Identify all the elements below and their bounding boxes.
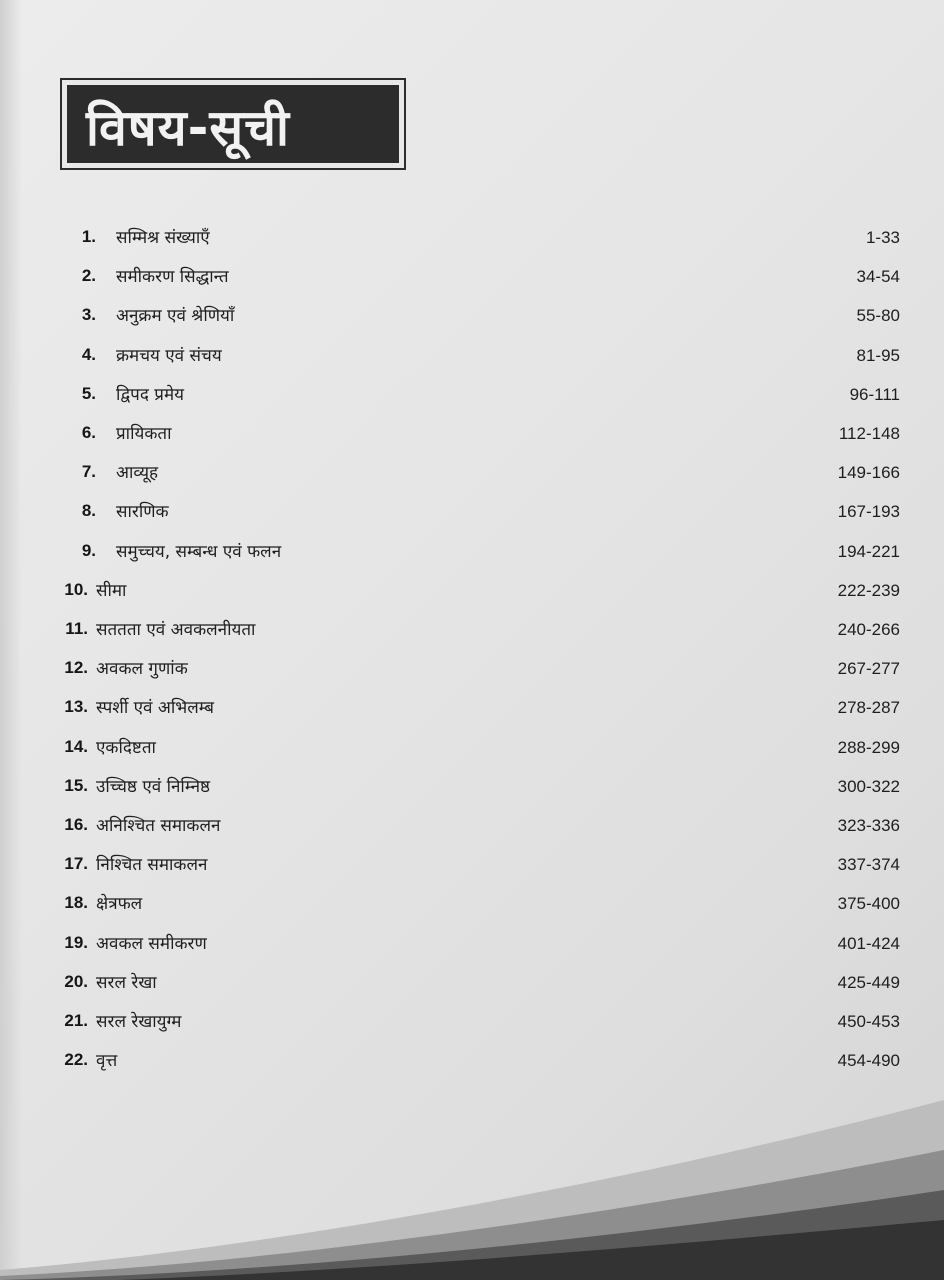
toc-entry	[0, 884, 944, 918]
chapter-page-range: 288-299	[837, 737, 900, 757]
toc-entry	[0, 414, 944, 448]
chapter-page-range: 112-148	[838, 424, 900, 443]
toc-entry	[0, 610, 944, 644]
toc-entry	[0, 767, 944, 801]
chapter-title: स्पर्शी एवं अभिलम्ब	[96, 698, 214, 719]
chapter-title: अवकल गुणांक	[96, 659, 188, 680]
toc-entry	[0, 963, 944, 997]
chapter-number: 2.	[81, 266, 96, 286]
toc-entry	[0, 806, 944, 840]
chapter-page-range: 450-453	[837, 1012, 900, 1031]
chapter-title: सम्मिश्र संख्याएँ	[116, 228, 210, 248]
toc-entry	[0, 375, 944, 409]
chapter-page-range: 167-193	[837, 502, 900, 522]
chapter-number: 18.	[64, 893, 88, 913]
chapter-title: प्रायिकता	[116, 424, 172, 444]
chapter-title: सारणिक	[116, 502, 169, 523]
chapter-title: एकदिष्टता	[96, 737, 156, 758]
page-title: विषय-सूची	[86, 99, 290, 157]
chapter-number: 15.	[64, 775, 88, 795]
chapter-number: 3.	[81, 305, 96, 325]
toc-entry	[0, 1002, 944, 1036]
toc-entry	[0, 532, 944, 566]
chapter-number: 8.	[81, 501, 96, 521]
chapter-page-range: 149-166	[837, 463, 900, 483]
toc-entry	[0, 728, 944, 762]
chapter-title: क्षेत्रफल	[96, 894, 143, 915]
toc-entry	[0, 571, 944, 605]
chapter-title: वृत्त	[96, 1051, 118, 1072]
chapter-page-range: 240-266	[837, 620, 900, 639]
chapter-number: 5.	[81, 383, 96, 403]
chapter-title: समुच्चय, सम्बन्ध एवं फलन	[116, 541, 282, 562]
chapter-title: समीकरण सिद्धान्त	[116, 267, 229, 288]
toc-entry	[0, 845, 944, 879]
toc-entry	[0, 257, 944, 291]
toc-entry	[0, 1041, 944, 1075]
page-curl-decoration	[0, 1080, 944, 1280]
chapter-page-range: 337-374	[837, 855, 900, 875]
chapter-title: निश्चित समाकलन	[96, 855, 208, 876]
toc-entry	[0, 492, 944, 526]
chapter-page-range: 1-33	[865, 228, 900, 247]
chapter-number: 21.	[64, 1011, 88, 1030]
chapter-title: सततता एवं अवकलनीयता	[96, 620, 256, 640]
chapter-number: 4.	[81, 344, 96, 364]
toc-entry	[0, 336, 944, 370]
chapter-number: 9.	[81, 540, 96, 560]
chapter-page-range: 267-277	[837, 659, 900, 679]
toc-entry	[0, 649, 944, 683]
chapter-page-range: 425-449	[837, 972, 900, 992]
chapter-page-range: 454-490	[837, 1051, 900, 1071]
chapter-number: 17.	[64, 854, 88, 874]
chapter-title: अनुक्रम एवं श्रेणियाँ	[116, 306, 235, 327]
chapter-number: 1.	[81, 227, 96, 246]
chapter-page-range: 323-336	[837, 816, 900, 835]
chapter-number: 11.	[65, 619, 88, 638]
chapter-title: द्विपद प्रमेय	[116, 384, 184, 405]
chapter-number: 20.	[64, 971, 88, 991]
toc-entry	[0, 688, 944, 722]
chapter-title: उच्चिष्ठ एवं निम्निष्ठ	[96, 776, 211, 797]
chapter-page-range: 34-54	[856, 267, 900, 287]
chapter-number: 7.	[81, 462, 96, 482]
chapter-title: सरल रेखायुग्म	[96, 1012, 182, 1032]
chapter-page-range: 401-424	[837, 933, 900, 953]
chapter-number: 6.	[81, 423, 96, 442]
toc-entry	[0, 453, 944, 487]
chapter-page-range: 300-322	[837, 776, 900, 796]
chapter-title: अनिश्चित समाकलन	[96, 816, 221, 836]
chapter-number: 10.	[64, 579, 88, 599]
chapter-page-range: 222-239	[837, 580, 900, 600]
toc-entry	[0, 296, 944, 330]
chapter-number: 19.	[64, 932, 88, 952]
chapter-number: 12.	[64, 658, 88, 678]
chapter-title: आव्यूह	[116, 463, 159, 484]
chapter-number: 22.	[64, 1050, 88, 1070]
chapter-page-range: 96-111	[849, 384, 900, 404]
chapter-page-range: 55-80	[856, 306, 900, 326]
title-banner	[60, 78, 406, 170]
chapter-title: क्रमचय एवं संचय	[116, 345, 222, 366]
chapter-title: सीमा	[96, 580, 127, 601]
chapter-page-range: 375-400	[837, 894, 900, 914]
toc-entry	[0, 924, 944, 958]
toc-entry	[0, 218, 944, 252]
chapter-number: 16.	[64, 815, 88, 834]
chapter-page-range: 278-287	[837, 698, 900, 718]
chapter-page-range: 194-221	[837, 541, 900, 561]
chapter-title: अवकल समीकरण	[96, 933, 207, 954]
chapter-number: 13.	[64, 697, 88, 717]
chapter-title: सरल रेखा	[96, 972, 157, 993]
chapter-number: 14.	[64, 736, 88, 756]
chapter-page-range: 81-95	[856, 345, 900, 365]
